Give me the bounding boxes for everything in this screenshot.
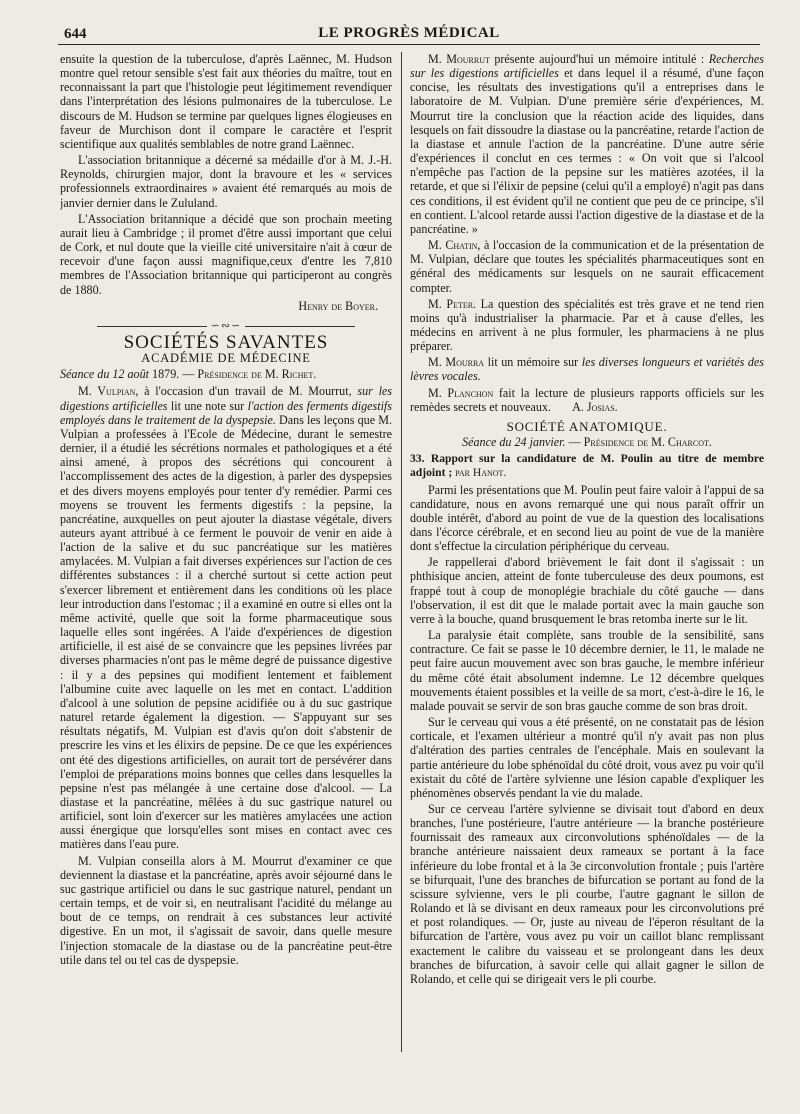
text-run: La question des spécialités est très grave et ne tend rien moins qu'à industrialiser la pharmacie. Par et à cause d'elles, les médecins en arrivent à ne plus formuler, les pharmaciens à ne plus préparer. (410, 296, 764, 354)
section-title: SOCIÉTÉS SAVANTES (123, 331, 329, 353)
page-header (58, 22, 760, 45)
speaker-name: M. Chatin, (428, 238, 481, 253)
speaker-name: M. Mourra (428, 355, 485, 370)
left-column (60, 52, 392, 1062)
text-run: fait la lecture de plusieurs rapports officiels sur les remèdes secrets et nouveaux. (410, 385, 764, 414)
paragraph-peter (410, 297, 764, 354)
session-date: Séance du 24 janvier. (462, 435, 566, 450)
paragraph: Sur ce cerveau l'artère sylvienne se divisait tout d'abord en deux branches, l'une postérieure, l'autre antérieure — la branche postérieure fournissait des rameaux aux circonvolutions sphénoïdales — de la branche antérieure naissaient deux rameaux se portant à la face inférieure du lobe frontal et à la 3e circonvolution frontale ; puis l'artère se bifurquait, l'une des branches de bifurcation se portant au fond de la scissure sylvienne, vers le pli courbe, l'autre gagnant le sillon de Rolando et là se divisant en deux rameaux pour les circonvolutions pré et post rolandiques. — Or, juste au niveau de l'éperon résultant de la bifurcation de l'artère, vous avez pu voir un caillot blanc remplissant exactement le calibre du vaisseau et se prolongeant dans les deux branches de bifurcation, à savoir celle qui allait gagner le sillon de Rolando, et celle qui se dirigeait vers le pli courbe. (410, 801, 764, 986)
item-number: 33. (410, 452, 425, 466)
paragraph-chatin (410, 238, 764, 295)
academy-title: ACADÉMIE DE MÉDECINE (141, 351, 311, 366)
work-title: sur les digestions artificielles (60, 384, 392, 413)
paragraph: Parmi les présentations que M. Poulin peut faire valoir à l'appui de sa candidature, nous en avons remarqué une qui nous paraît offrir un double intérêt, d'abord au point de vue de la question des localisations dans l'écorce cérébrale, et en second lieu au point de vue de la manière dont s'effectue la circulation périphérique du cerveau. (410, 482, 764, 554)
column-divider (401, 52, 402, 1052)
item-title: Rapport sur la candidature de M. Poulin au titre de membre adjoint ; (410, 452, 764, 480)
text-run: à l'occasion de la communication et de la présentation de M. Vulpian, déclare que toutes les spécialités pharmaceutiques sont en général des médicaments sur lesquels on ne saurait efficacement compter. (410, 238, 764, 295)
speaker-name: M. Vulpian, (78, 384, 139, 399)
session-presidency: — Présidence de M. Richet. (182, 367, 317, 382)
speaker-name: M. Mourrut (428, 52, 490, 66)
session-date: Séance du 12 août (60, 367, 150, 382)
text-run: à l'occasion d'un travail de M. Mourrut, (144, 384, 352, 399)
text-run: Dans les leçons que M. Vulpian a professées à l'Ecole de Médecine, durant le semestre dernier, il a étudié les sécrétions normales et pathologiques et a été ainsi amené, à propos des sécrétions qui concourent à l'accomplissement des actes de la digestion, à parler des dyspepsies et des divers moyens employés pour tenter d'y remédier. Parmi ces moyens se trouvent les ferments digestifs : la pepsine, la pancréatine, auxquelles on peut ajouter la diastase végétale, divers auteurs ayant attribué à ce ferment le pouvoir de venir en aide à l'action de la salive et du suc pancréatique sur les matières amylacées. M. Vulpian a fait diverses expériences sur l'action de ces différentes substances : il a cherché surtout si cette action peut s'exercer librement et entièrement dans les conditions où les place leur introduction dans l'estomac ; il a examiné en outre si elles ont la même activité, quelle que soit la forme pharmaceutique sous laquelle elles sont ingérées. A l'aide d'expériences de digestion artificielle, il est aisé de se convaincre que les pepsines livrées par diverses pharmacies n'ont pas le même degré de puissance digestive : il y a des pepsines qui modifient lentement et faiblement l'albumine cuite avec laquelle on les met en contact. L'addition d'alcool à une solution de pepsine acidifiée ou à du suc gastrique naturel retarde également la digestion. — S'appuyant sur ses résultats négatifs, M. Vulpian est d'avis qu'on doit s'abstenir de prescrire les vins et les élixirs de pepsine. De ce que les expériences ont été des digestions artificielles, on aurait tort de persévérer dans l'emploi de préparations moins bonnes que celles dans lesquelles la pepsine n'est pas mélangée à une certaine dose d'alcool. — La diastase et la pancréatine, mêlées à du suc gastrique naturel ou artificiel, sont loin d'exercer sur les matières amylacées une action aussi énergique que lorsqu'elles sont mises en contact avec ces matières dans l'eau pure. (60, 412, 392, 852)
signature-josias: A. Josias. (572, 399, 618, 414)
paragraph: Sur le cerveau qui vous a été présenté, on ne constatait pas de lésion corticale, et l'examen ultérieur a montré qu'il n'y avait pas non plus d'altération des parties centrales de l'encéphale. Mais en soulevant la partie antérieure du lobe sphénoïdal du côté droit, vous avez pu voir qu'il existait du côté de l'artère sylvienne une lésion capable d'expliquer les phénomènes observés pendant la vie du malade. (410, 715, 764, 800)
session-line-anatomique (410, 435, 764, 449)
paragraph-planchon (410, 386, 764, 414)
session-presidency: — Présidence de M. Charcot. (568, 435, 712, 450)
item-heading (410, 452, 764, 480)
text-run: lit une note sur (170, 398, 245, 413)
work-title: l'action des ferments digestifs employés dans le traitement de la dyspepsie. (60, 398, 392, 427)
item-author: par Hanot. (455, 466, 507, 480)
text-run: et dans lequel il a résumé, d'une façon concise, les résultats des investigations qu'il a entreprises dans le laboratoire de M. Vulpian. D'une première série d'expériences, M. Mourrut tire la conclusion que la réaction acide des liquides, dans lesquels on fait dissoudre la diastase ou la pancréatine, retarde l'action de la diastase et annule l'action de la pancréatine. D'une autre série d'expériences il conclut en ces termes : « On voit que si l'alcool n'empêche pas l'action de la pepsine sur les matières azotées, il la retarde, et que si l'élixir de pepsine (celui qu'il a employé) n'agit pas dans ces conditions, il est évident qu'il ne contient que peu de ce principe, s'il en contient. L'alcool retarde aussi l'action digestive de la diastase et de la pancréatine. » (410, 66, 764, 236)
paragraph: L'association britannique a décerné sa médaille d'or à M. J.-H. Reynolds, chirurgien major, dont la bravoure et les « services professionnels extraordinaires » avaient été remarqués au mois de janvier dernier dans le Zululand. (60, 153, 392, 210)
paragraph: L'Association britannique a décidé que son prochain meeting aurait lieu à Cambridge ; il promet d'être aussi important que celui de Cork, et nul doute que la vieille cité universitaire n'ait à cœur de recevoir d'une façon aussi magnifique,ceux d'entre les 7,810 membres de l'Association britannique qui participeront au congrès de 1880. (60, 211, 392, 297)
paragraph: La paralysie était complète, sans trouble de la sensibilité, sans contracture. Ce fait se passe le 10 décembre dernier, le 11, le malade ne peut faire aucun mouvement avec son bras gauche, le membre inférieur du même côté était absolument indemne. Le 12 décembre quelques mouvements étaient possibles et la veille de sa mort, c'est-à-dire le 16, le malade pouvait se servir de son bras gauche comme de son bras droit. (410, 628, 764, 713)
section-ornament: ∽∾∽ (60, 319, 392, 333)
right-column (410, 52, 764, 1062)
journal-title: LE PROGRÈS MÉDICAL (318, 25, 500, 41)
paragraph: M. Vulpian conseilla alors à M. Mourrut d'examiner ce que deviennent la diastase et la pancréatine, après avoir séjourné dans le suc gastrique artificiel ou dans le suc gastrique naturel, pendant un certain temps, et de voir si, en neutralisant l'acidité du mélange au bout de ce temps, on rendrait à ces substances leur activité digestive. En un mot, il s'agissait de savoir, dans quelle mesure l'injection stomacale de la diastase ou de la pancréatine peut-être utile dans tel ou tel cas de dyspepsie. (60, 853, 392, 967)
speaker-name: M. Peter. (428, 296, 477, 311)
text-run: lit un mémoire sur (487, 355, 579, 370)
paragraph: ensuite la question de la tuberculose, d'après Laënnec, M. Hudson montre quel retour sensible s'est fait aux théories du maître, tout en reconnaissant la part que l'histologie peut légitimement revendiquer dans l'interprétation des lésions pulmonaires de la tuberculose. Le discours de M. Hudson se termine par quelques lignes élogieuses en faveur de Murchison dont il compare le caractère et l'esprit scientifique aux qualités semblables de notre grand Laënnec. (60, 52, 392, 151)
text-run: présente aujourd'hui un mémoire intitulé : (494, 52, 705, 66)
signature-boyer: Henry de Boyer. (298, 298, 378, 313)
session-year: 1879. (152, 367, 180, 382)
work-title: les diverses longueurs et variétés des lèvres vocales. (410, 355, 764, 384)
society-title: SOCIÉTÉ ANATOMIQUE. (506, 418, 668, 434)
paragraph-mourra (410, 355, 764, 383)
paragraph-vulpian (60, 384, 392, 851)
paragraph-mourrut (410, 52, 764, 236)
session-line (60, 367, 392, 381)
page-number: 644 (64, 26, 87, 42)
work-title: Recherches sur les digestions artificielles (410, 52, 764, 81)
speaker-name: M. Planchon (428, 385, 494, 400)
paragraph: Je rappellerai d'abord brièvement le fait dont il s'agissait : un phthisique ancien, atteint de fonte tuberculeuse des deux poumons, est frappé tout à coup de monoplégie brachiale du côté gauche — dans l'observation, il est dit que le malade portait avec la main gauche son verre à la bouche, quand brusquement le bras retomba inerte sur le lit. (410, 555, 764, 626)
